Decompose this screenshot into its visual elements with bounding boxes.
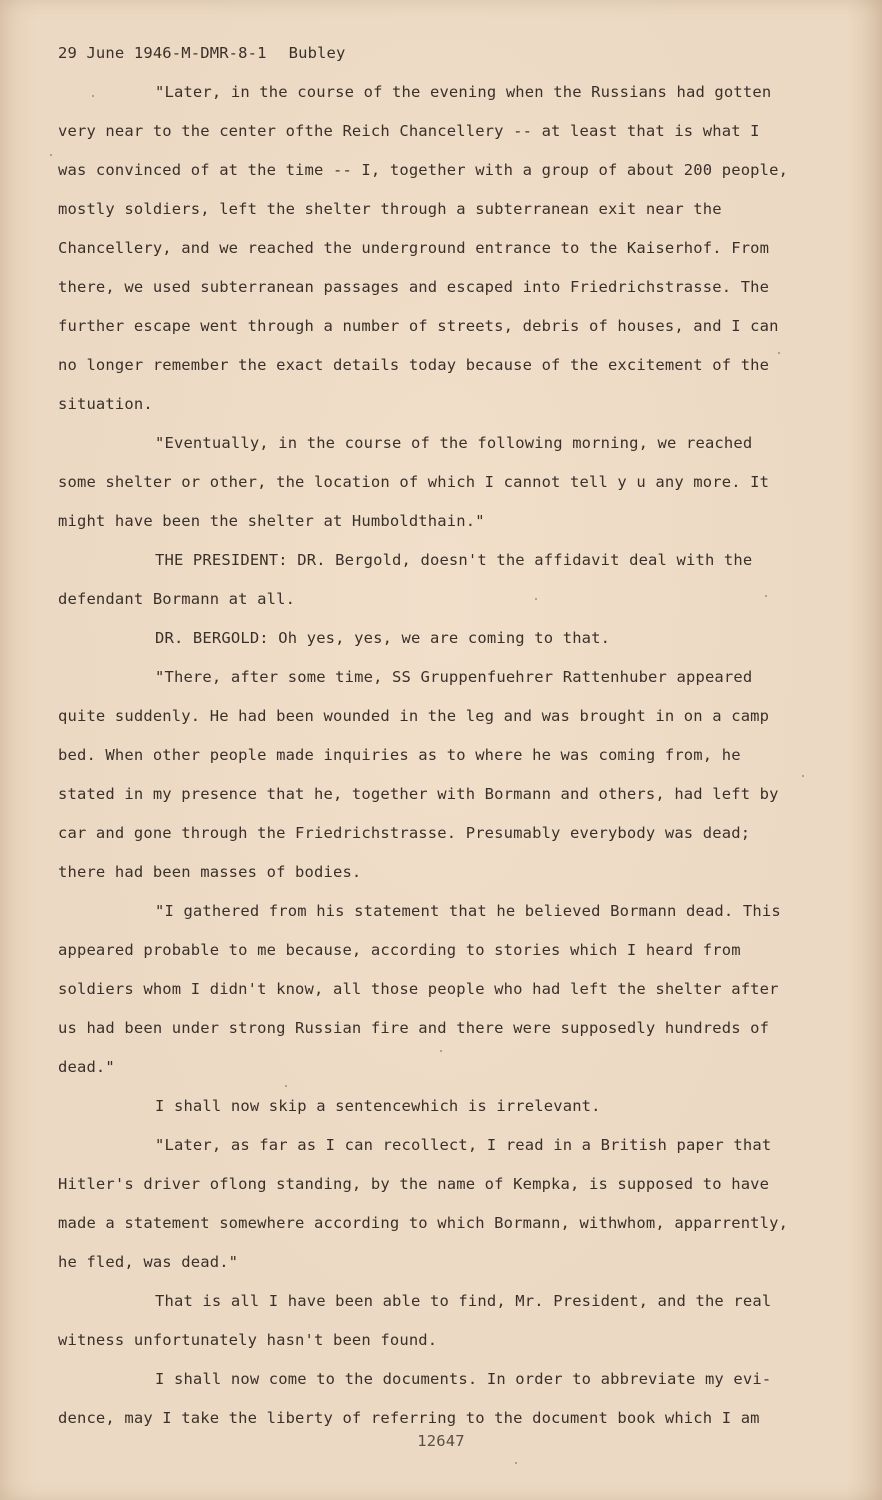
text-line: DR. BERGOLD: Oh yes, yes, we are coming to that. (155, 629, 611, 647)
text-line: bed. When other people made inquiries as to where he was coming from, he (58, 746, 741, 764)
text-line: some shelter or other, the location of which I cannot tell y u any more. It (58, 473, 770, 491)
paper-speck (50, 154, 52, 156)
paper-speck (778, 352, 780, 354)
text-line: witness unfortunately hasn't been found. (58, 1331, 438, 1349)
text-line: might have been the shelter at Humboldthain." (58, 512, 485, 530)
text-line: "There, after some time, SS Gruppenfuehrer Rattenhuber appeared (155, 668, 753, 686)
text-line: defendant Bormann at all. (58, 590, 296, 608)
paper-speck (802, 775, 804, 777)
text-line: THE PRESIDENT: DR. Bergold, doesn't the affidavit deal with the (155, 551, 753, 569)
paper-speck (765, 595, 767, 597)
text-line: Hitler's driver oflong standing, by the name of Kempka, is supposed to have (58, 1175, 770, 1193)
text-line: very near to the center ofthe Reich Chancellery -- at least that is what I (58, 122, 760, 140)
text-line: dead." (58, 1058, 115, 1076)
text-line: was convinced of at the time -- I, together with a group of about 200 people, (58, 161, 789, 179)
text-line: "Eventually, in the course of the following morning, we reached (155, 434, 753, 452)
page-number: 12647 (417, 1432, 465, 1450)
header-typist: Bubley (288, 44, 346, 62)
text-line: stated in my presence that he, together with Bormann and others, had left by (58, 785, 779, 803)
text-line: dence, may I take the liberty of referring to the document book which I am (58, 1409, 760, 1427)
text-line: no longer remember the exact details today because of the excitement of the (58, 356, 770, 374)
text-line: "I gathered from his statement that he believed Bormann dead. This (155, 902, 781, 920)
text-line: soldiers whom I didn't know, all those people who had left the shelter after (58, 980, 779, 998)
text-line: there, we used subterranean passages and escaped into Friedrichstrasse. The (58, 278, 770, 296)
text-line: he fled, was dead." (58, 1253, 239, 1271)
text-line: I shall now come to the documents. In order to abbreviate my evi- (155, 1370, 772, 1388)
paper-speck (440, 1050, 442, 1052)
paper-speck (285, 1085, 287, 1087)
text-line: That is all I have been able to find, Mr. President, and the real (155, 1292, 772, 1310)
paper-speck (515, 1462, 517, 1464)
text-line: situation. (58, 395, 153, 413)
page-header (58, 43, 346, 63)
text-line: appeared probable to me because, according to stories which I heard from (58, 941, 741, 959)
text-line: I shall now skip a sentencewhich is irrelevant. (155, 1097, 601, 1115)
text-line: made a statement somewhere according to which Bormann, withwhom, apparrently, (58, 1214, 789, 1232)
text-line: Chancellery, and we reached the underground entrance to the Kaiserhof. From (58, 239, 770, 257)
text-line: mostly soldiers, left the shelter through a subterranean exit near the (58, 200, 722, 218)
text-line: further escape went through a number of streets, debris of houses, and I can (58, 317, 779, 335)
text-line: car and gone through the Friedrichstrasse. Presumably everybody was dead; (58, 824, 751, 842)
text-line: quite suddenly. He had been wounded in the leg and was brought in on a camp (58, 707, 770, 725)
text-line: there had been masses of bodies. (58, 863, 362, 881)
text-line: us had been under strong Russian fire and there were supposedly hundreds of (58, 1019, 770, 1037)
paper-speck (92, 95, 94, 97)
paper-speck (535, 598, 537, 600)
text-line: "Later, as far as I can recollect, I read in a British paper that (155, 1136, 772, 1154)
header-reference: 29 June 1946-M-DMR-8-1 (58, 44, 267, 62)
text-line: "Later, in the course of the evening when the Russians had gotten (155, 83, 772, 101)
